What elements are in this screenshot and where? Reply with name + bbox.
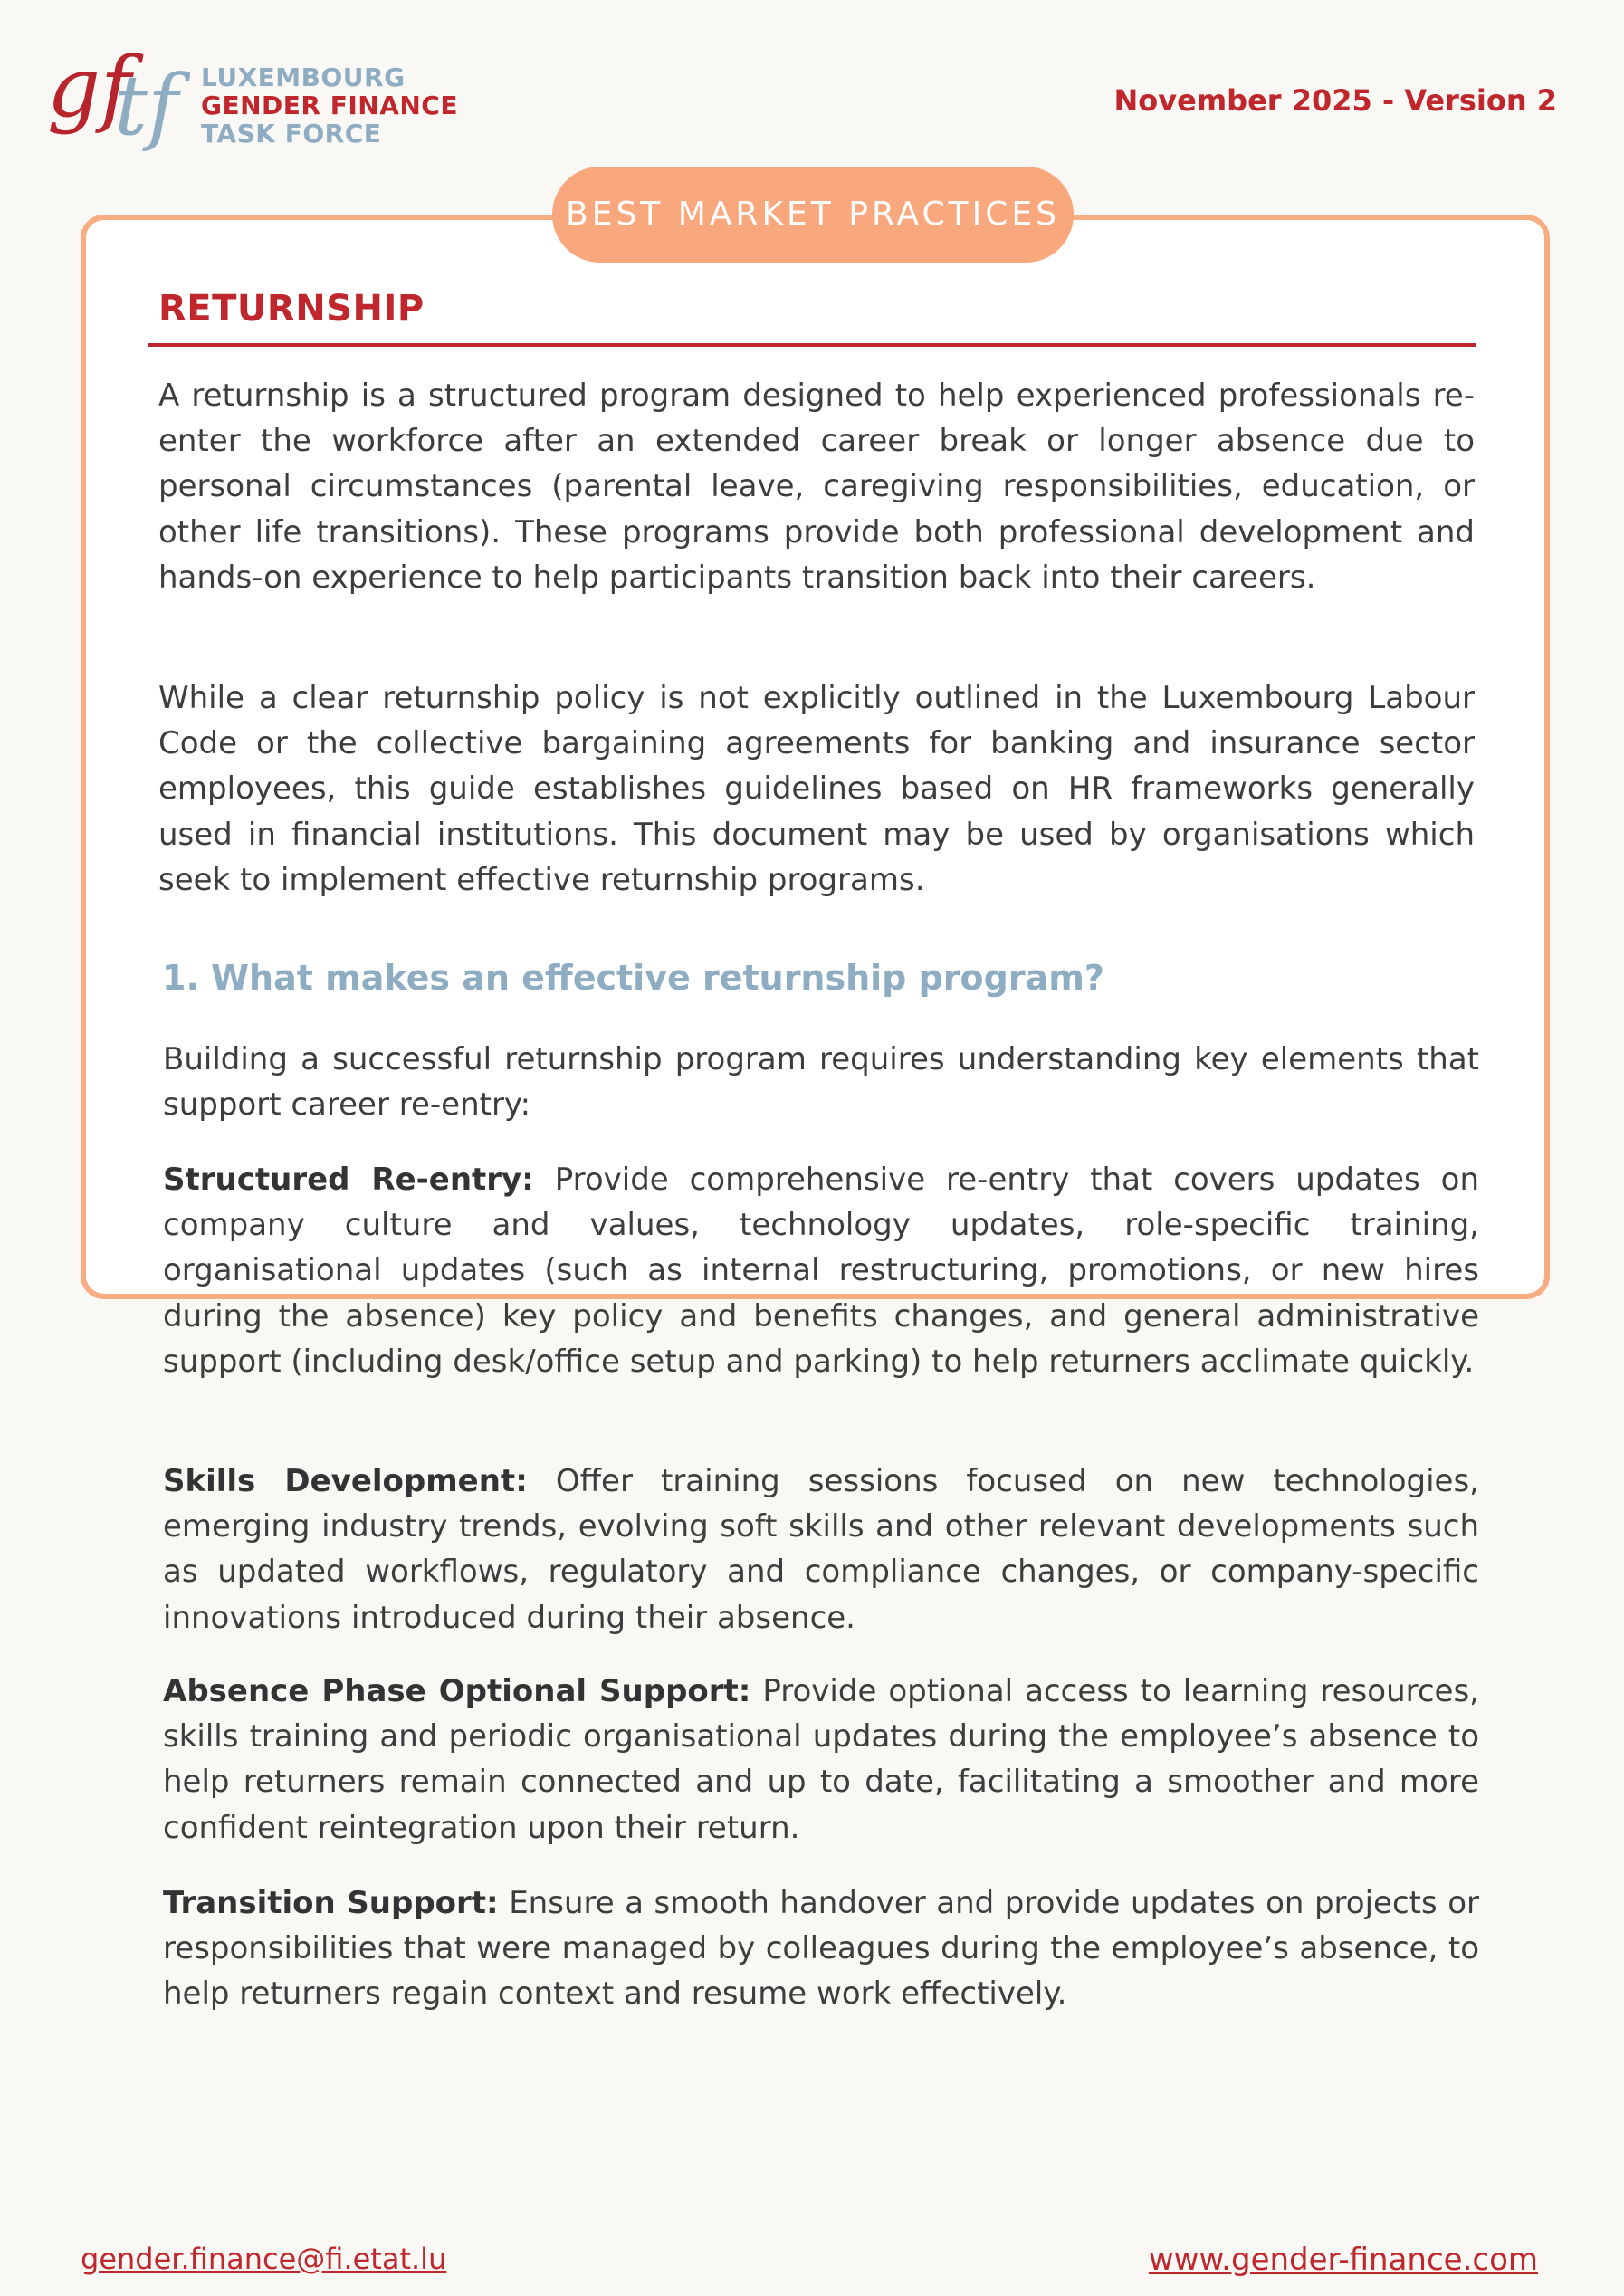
subsection-lead: Building a successful returnship program requires understanding key elements that support career re-entry: [163,1041,1479,1124]
element-text: Ensure a smooth handover and provide updates on projects or responsibilities that were managed by colleagues during the employee’s absence, to help returners regain context and resume work effectively. [163,1885,1479,2013]
element-label: Skills Development: [163,1463,528,1499]
element-text: Offer training sessions focused on new technologies, emerging industry trends, evolving soft skills and other relevant developments such as updated workflows, regulatory and compliance changes, or company-specific innovations introduced during their absence. [163,1463,1479,1636]
footer-email-link[interactable]: gender.finance@fi.etat.lu [81,2242,447,2276]
element-text: Provide optional access to learning resources, skills training and periodic organisational updates during the employee’s absence to help returners remain connected and up to date, facilitating a smoother and more confident reintegration upon their return. [163,1673,1479,1846]
element-absence-phase-support [163,1669,1479,1851]
logo-line-gender-finance: GENDER FINANCE [201,91,458,120]
logo-line-luxembourg: LUXEMBOURG [201,62,406,92]
element-label: Absence Phase Optional Support: [163,1673,751,1709]
version-label: November 2025 - Version 2 [1113,83,1557,118]
intro-paragraph-1: A returnship is a structured program designed to help experienced professionals re-enter the workforce after an extended career break or longer absence due to personal circumstances (parental leave, caregiving responsibilities, education, or other life transitions). These programs provide both professional development and hands-on experience to help participants transition back into their careers. [158,378,1475,596]
gftf-logo-mark [45,25,190,152]
intro-paragraph-2: While a clear returnship policy is not explicitly outlined in the Luxembourg Labour Code or the collective bargaining agreements for banking and insurance sector employees, this guide establishes guidelines based on HR frameworks generally used in financial institutions. This document may be used by organisations which seek to implement effective returnship programs. [158,680,1475,898]
logo-mark-tf: tf [114,57,179,152]
logo-wordmark [201,63,458,148]
element-label: Transition Support: [163,1885,499,1921]
element-skills-development [163,1459,1479,1641]
element-structured-reentry [163,1157,1479,1384]
logo-mark-gf: gf [47,39,131,136]
element-label: Structured Re-entry: [163,1162,534,1198]
element-transition-support [163,1880,1479,2017]
footer-website-link[interactable]: www.gender-finance.com [1148,2242,1538,2278]
section-title: RETURNSHIP [158,288,425,330]
logo-line-task-force: TASK FORCE [201,119,382,148]
title-underline [148,343,1476,347]
logo [45,25,462,152]
element-text: Provide comprehensive re-entry that covers updates on company culture and values, technology updates, role-specific training, organisational updates (such as internal restructuring, promotions, or new hires during the absence) key policy and benefits changes, and general administrative support (including desk/office setup and parking) to help returners acclimate quickly. [163,1162,1480,1380]
subsection-heading: 1. What makes an effective returnship program? [162,958,1104,998]
best-market-practices-badge: BEST MARKET PRACTICES [552,167,1074,263]
